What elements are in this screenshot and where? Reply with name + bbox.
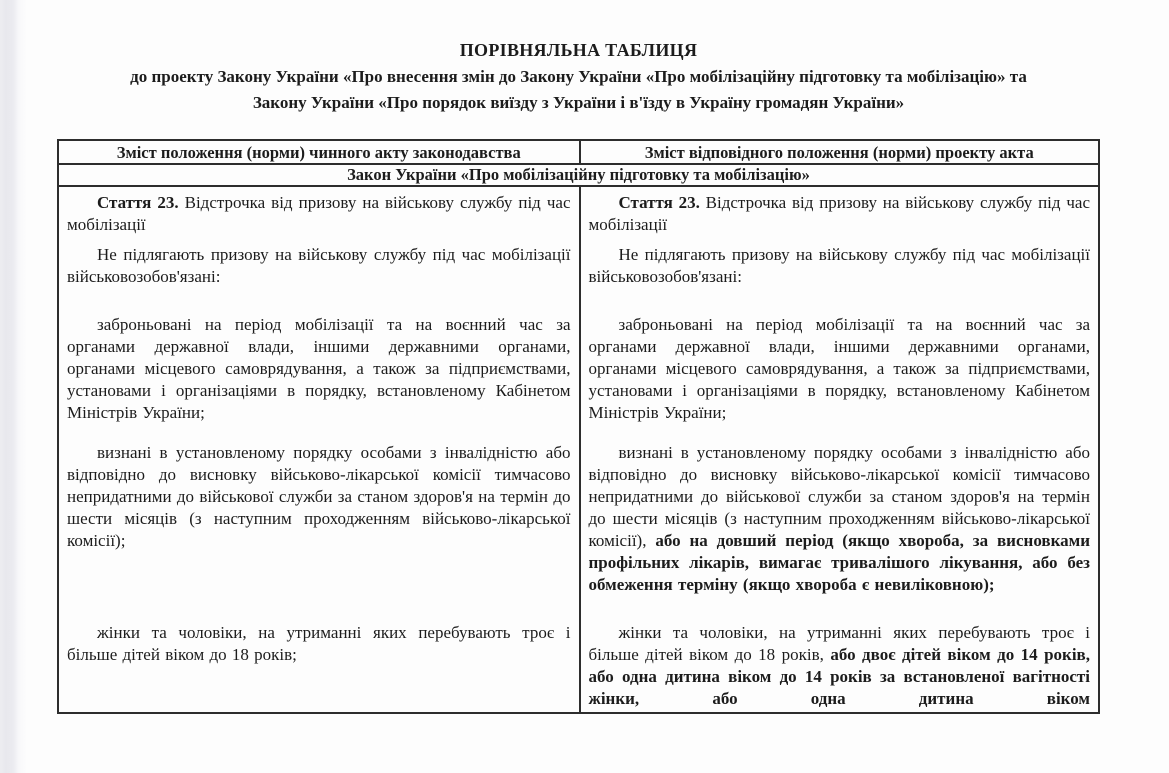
draft-act-paragraph-4 <box>579 424 1099 596</box>
paragraph-text: Стаття 23. Відстрочка від призову на військову службу під час мобілізації <box>67 193 571 234</box>
current-law-paragraph-3 <box>59 288 579 424</box>
paragraph-text: Не підлягають призову на військову службу під час мобілізації військовозобов'язані: <box>588 245 1090 286</box>
header-current-law-column: Зміст положення (норми) чинного акту законодавства <box>59 141 579 165</box>
header-draft-act-column: Зміст відповідного положення (норми) проекту акта <box>579 141 1099 165</box>
current-law-paragraph-4 <box>59 424 579 596</box>
paragraph-text: заброньовані на період мобілізації та на воєнний час за органами державної влади, іншими державними органами, органами місцевого самоврядування, а також за підприємствами, установами і організаціями в порядку, встановленому Кабінетом Міністрів України; <box>67 315 571 422</box>
paragraph-text: Стаття 23. Відстрочка від призову на військову службу під час мобілізації <box>588 193 1090 234</box>
draft-act-paragraph-5 <box>579 596 1099 712</box>
paragraph-text: жінки та чоловіки, на утриманні яких перебувають троє і більше дітей віком до 18 років; <box>67 623 571 664</box>
draft-act-paragraph-1 <box>579 187 1099 236</box>
photo-edge-strip <box>0 0 28 773</box>
current-law-paragraph-1 <box>59 187 579 236</box>
paragraph-text: жінки та чоловіки, на утриманні яких перебувають троє і більше дітей віком до 18 років, або двоє дітей віком до 14 років, або одна дитина віком до 14 років за встановленої вагітності жінки, або одна дитина віком <box>588 623 1090 708</box>
document-content <box>57 0 1100 714</box>
draft-act-paragraph-2 <box>579 236 1099 288</box>
document-subtitle-line-1: до проекту Закону України «Про внесення змін до Закону України «Про мобілізаційну підготовку та мобілізацію» та <box>130 67 1027 86</box>
document-subtitle-line-2: Закону України «Про порядок виїзду з України і в'їзду в Україну громадян України» <box>252 93 905 112</box>
document-title: ПОРІВНЯЛЬНА ТАБЛИЦЯ <box>459 40 698 60</box>
document-title-block <box>57 0 1100 116</box>
law-name-row: Закон України «Про мобілізаційну підготовку та мобілізацію» <box>59 165 1098 187</box>
paragraph-text: заброньовані на період мобілізації та на воєнний час за органами державної влади, іншими державними органами, органами місцевого самоврядування, а також за підприємствами, установами і організаціями в порядку, встановленому Кабінетом Міністрів України; <box>588 315 1090 422</box>
comparison-table <box>57 139 1100 714</box>
draft-act-paragraph-3 <box>579 288 1099 424</box>
paragraph-text: визнані в установленому порядку особами з інвалідністю або відповідно до висновку військово-лікарської комісії тимчасово непридатними до військової служби за станом здоров'я на термін до шести місяців (з наступним проходженням військово-лікарської комісії), або на довший період (якщо хвороба, за висновками профільних лікарів, вимагає тривалішого лікування, або без обмеження терміну (якщо хвороба є невиліковною); <box>588 443 1090 594</box>
current-law-paragraph-2 <box>59 236 579 288</box>
paragraph-text: визнані в установленому порядку особами з інвалідністю або відповідно до висновку військово-лікарської комісії тимчасово непридатними до військової служби за станом здоров'я на термін до шести місяців (з наступним проходженням військово-лікарської комісії); <box>67 443 571 550</box>
paragraph-text: Не підлягають призову на військову службу під час мобілізації військовозобов'язані: <box>67 245 571 286</box>
current-law-paragraph-5 <box>59 596 579 712</box>
